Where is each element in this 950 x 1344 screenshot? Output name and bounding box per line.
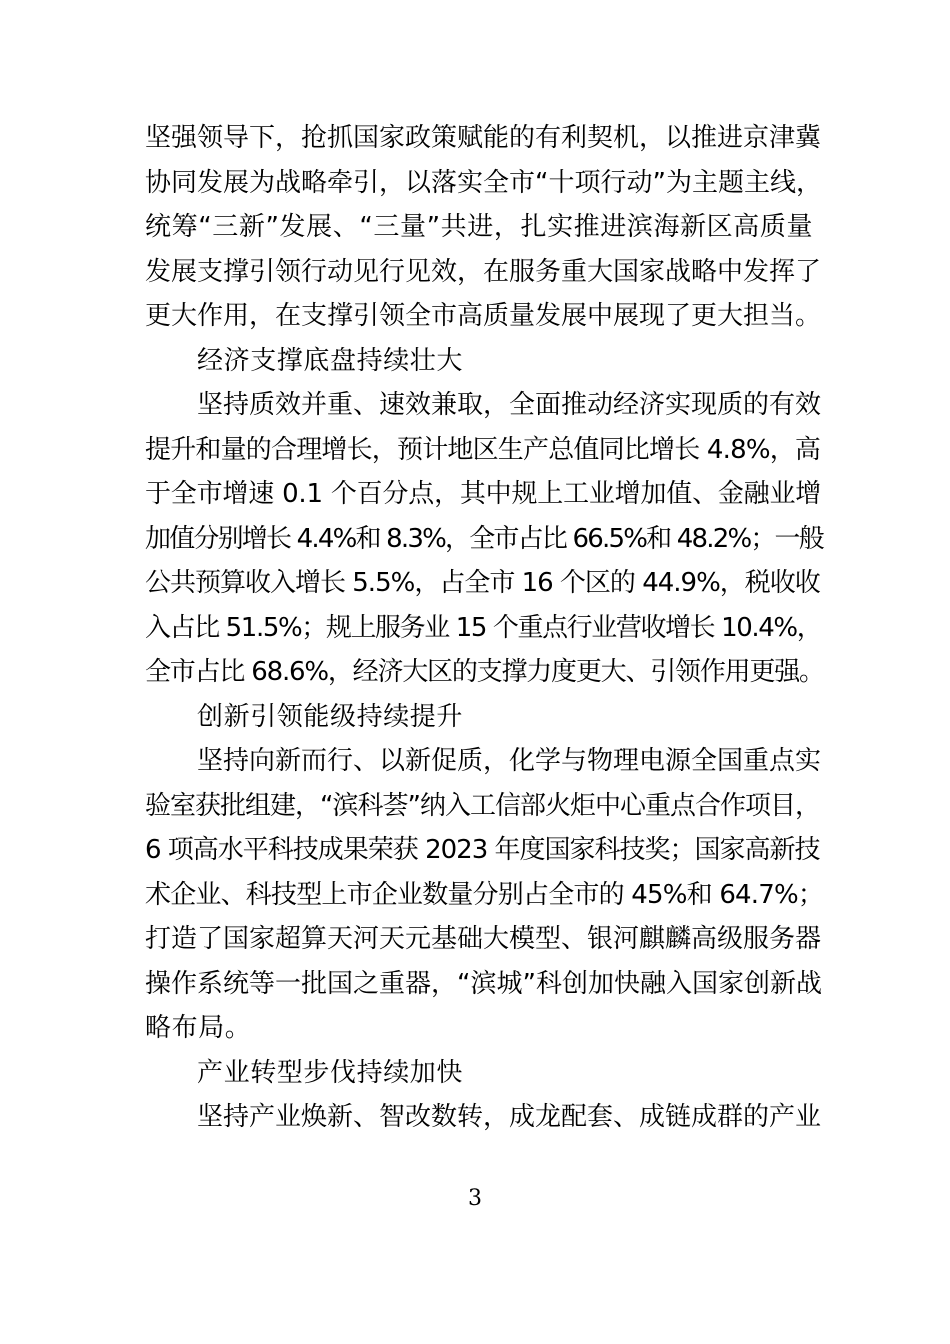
text-line: 统筹“三新”发展、“三量”共进，扎实推进滨海新区高质量 bbox=[145, 212, 814, 242]
text-line: 协同发展为战略牵引，以落实全市“十项行动”为主题主线， bbox=[145, 167, 822, 198]
text-line: 加值分别增长 4.4%和 8.3%，全市占比 66.5%和 48.2%；一般 bbox=[145, 523, 823, 554]
text-line: 术企业、科技型上市企业数量分别占全市的 45%和 64.7%； bbox=[145, 879, 824, 910]
text-line: 打造了国家超算天河天元基础大模型、银河麒麟高级服务器 bbox=[145, 924, 822, 954]
text-line: 入占比 51.5%；规上服务业 15 个重点行业营收增长 10.4%， bbox=[145, 612, 822, 643]
text-line: 公共预算收入增长 5.5%，占全市 16 个区的 44.9%，税收收 bbox=[145, 568, 820, 598]
indented-line: 经济支撑底盘持续壮大 bbox=[197, 345, 464, 376]
text-line: 于全市增速 0.1 个百分点，其中规上工业增加值、金融业增 bbox=[145, 479, 822, 509]
page-number: 3 bbox=[468, 1186, 482, 1211]
text-line: 更大作用，在支撑引领全市高质量发展中展现了更大担当。 bbox=[145, 301, 822, 331]
indented-line: 产业转型步伐持续加快 bbox=[197, 1057, 464, 1088]
text-line: 提升和量的合理增长，预计地区生产总值同比增长 4.8%，高 bbox=[145, 434, 821, 465]
indented-line: 创新引领能级持续提升 bbox=[197, 701, 464, 732]
text-line: 验室获批组建，“滨科荟”纳入工信部火炬中心重点合作项目， bbox=[145, 790, 820, 821]
text-line: 略布局。 bbox=[145, 1013, 252, 1043]
indented-line: 坚持向新而行、以新促质，化学与物理电源全国重点实 bbox=[197, 746, 822, 776]
text-line: 发展支撑引领行动见行见效，在服务重大国家战略中发挥了 bbox=[145, 256, 822, 287]
text-line: 6 项高水平科技成果荣获 2023 年度国家科技奖；国家高新技 bbox=[145, 835, 820, 865]
text-line: 操作系统等一批国之重器，“滨城”科创加快融入国家创新战 bbox=[145, 968, 822, 999]
document-body bbox=[145, 116, 825, 1140]
text-line: 坚强领导下，抢抓国家政策赋能的有利契机，以推进京津冀 bbox=[145, 123, 822, 153]
indented-line: 坚持产业焕新、智改数转，成龙配套、成链成群的产业 bbox=[197, 1102, 822, 1132]
indented-line: 坚持质效并重、速效兼取，全面推动经济实现质的有效 bbox=[197, 390, 822, 420]
text-line: 全市占比 68.6%，经济大区的支撑力度更大、引领作用更强。 bbox=[145, 657, 824, 687]
